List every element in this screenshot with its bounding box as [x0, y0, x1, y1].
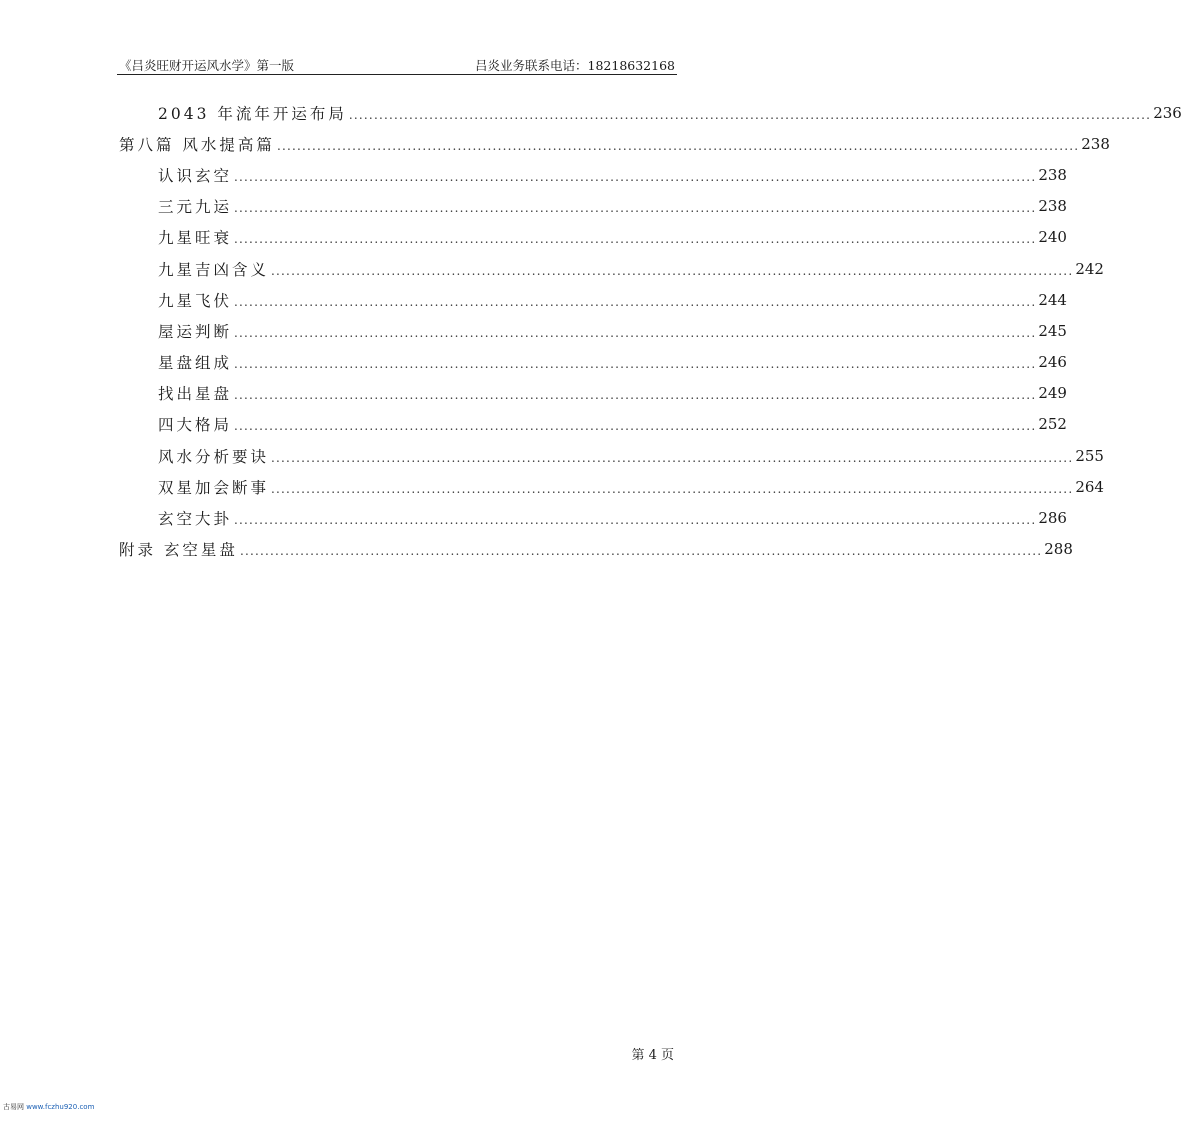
toc-entry[interactable] — [119, 128, 1110, 159]
watermark-site-name: 古易网 — [3, 1103, 24, 1111]
toc-dot-leader: ................................................................................................................................................................ — [234, 232, 1037, 247]
toc-entry-title: 星盘组成 — [158, 354, 233, 373]
toc-dot-leader: ................................................................................................................................................................ — [234, 169, 1037, 184]
toc-entry-title: 2043 年流年开运布局 — [158, 104, 347, 123]
toc-entry-page: 286 — [1038, 509, 1067, 528]
toc-entry-page: 245 — [1038, 321, 1067, 340]
toc-entry-page: 252 — [1038, 415, 1067, 434]
toc-entry[interactable] — [119, 222, 1067, 253]
table-of-contents — [119, 97, 1182, 565]
toc-entry-page: 264 — [1075, 477, 1104, 496]
toc-entry-page: 288 — [1044, 540, 1073, 559]
toc-entry[interactable] — [119, 409, 1067, 440]
watermark — [3, 1102, 94, 1112]
toc-dot-leader: ................................................................................................................................................................ — [239, 544, 1043, 559]
toc-entry[interactable] — [119, 440, 1104, 471]
toc-dot-leader: ................................................................................................................................................................ — [348, 107, 1152, 122]
toc-entry-title: 四大格局 — [158, 416, 233, 435]
toc-dot-leader: ................................................................................................................................................................ — [234, 325, 1037, 340]
toc-entry-title: 第八篇 风水提高篇 — [119, 135, 275, 154]
toc-entry-page: 240 — [1038, 228, 1067, 247]
toc-entry-page: 242 — [1075, 259, 1104, 278]
toc-entry-title: 三元九运 — [158, 198, 233, 217]
toc-entry[interactable] — [119, 97, 1182, 128]
toc-entry-title: 风水分析要诀 — [158, 447, 270, 466]
watermark-url: www.fczhu920.com — [26, 1103, 95, 1111]
toc-entry[interactable] — [119, 471, 1104, 502]
toc-dot-leader: ................................................................................................................................................................ — [234, 419, 1037, 434]
toc-entry-title: 找出星盘 — [158, 385, 233, 404]
toc-entry[interactable] — [119, 378, 1067, 409]
toc-entry-title: 附录 玄空星盘 — [119, 541, 238, 560]
header-divider — [117, 74, 677, 75]
toc-dot-leader: ................................................................................................................................................................ — [276, 138, 1080, 153]
toc-entry-title: 认识玄空 — [158, 166, 233, 185]
page-header — [119, 56, 675, 74]
toc-entry[interactable] — [119, 534, 1073, 565]
toc-entry-title: 九星飞伏 — [158, 291, 233, 310]
toc-entry-page: 249 — [1038, 384, 1067, 403]
toc-entry-page: 238 — [1038, 197, 1067, 216]
toc-entry[interactable] — [119, 315, 1067, 346]
toc-entry-title: 双星加会断事 — [158, 478, 270, 497]
toc-entry[interactable] — [119, 347, 1067, 378]
toc-entry-page: 236 — [1153, 103, 1182, 122]
toc-dot-leader: ................................................................................................................................................................ — [271, 450, 1074, 465]
toc-entry-title: 屋运判断 — [158, 322, 233, 341]
toc-entry-page: 255 — [1075, 446, 1104, 465]
toc-dot-leader: ................................................................................................................................................................ — [234, 513, 1037, 528]
toc-entry-page: 238 — [1038, 165, 1067, 184]
toc-dot-leader: ................................................................................................................................................................ — [271, 263, 1074, 278]
footer-page-number: 第 4 页 — [631, 1048, 674, 1063]
toc-dot-leader: ................................................................................................................................................................ — [234, 388, 1037, 403]
toc-dot-leader: ................................................................................................................................................................ — [234, 201, 1037, 216]
toc-entry[interactable] — [119, 284, 1067, 315]
toc-entry-title: 玄空大卦 — [158, 510, 233, 529]
toc-dot-leader: ................................................................................................................................................................ — [234, 294, 1037, 309]
header-contact-phone: 吕炎业务联系电话：18218632168 — [475, 58, 675, 73]
toc-entry-page: 238 — [1081, 134, 1110, 153]
toc-entry-page: 244 — [1038, 290, 1067, 309]
toc-entry[interactable] — [119, 159, 1067, 190]
toc-entry[interactable] — [119, 253, 1104, 284]
toc-entry-title: 九星吉凶含义 — [158, 260, 270, 279]
header-book-title: 《吕炎旺财开运风水学》第一版 — [119, 58, 295, 73]
toc-dot-leader: ................................................................................................................................................................ — [271, 481, 1074, 496]
toc-dot-leader: ................................................................................................................................................................ — [234, 357, 1037, 372]
toc-entry-title: 九星旺衰 — [158, 229, 233, 248]
toc-entry-page: 246 — [1038, 353, 1067, 372]
toc-entry[interactable] — [119, 502, 1067, 533]
toc-entry[interactable] — [119, 191, 1067, 222]
